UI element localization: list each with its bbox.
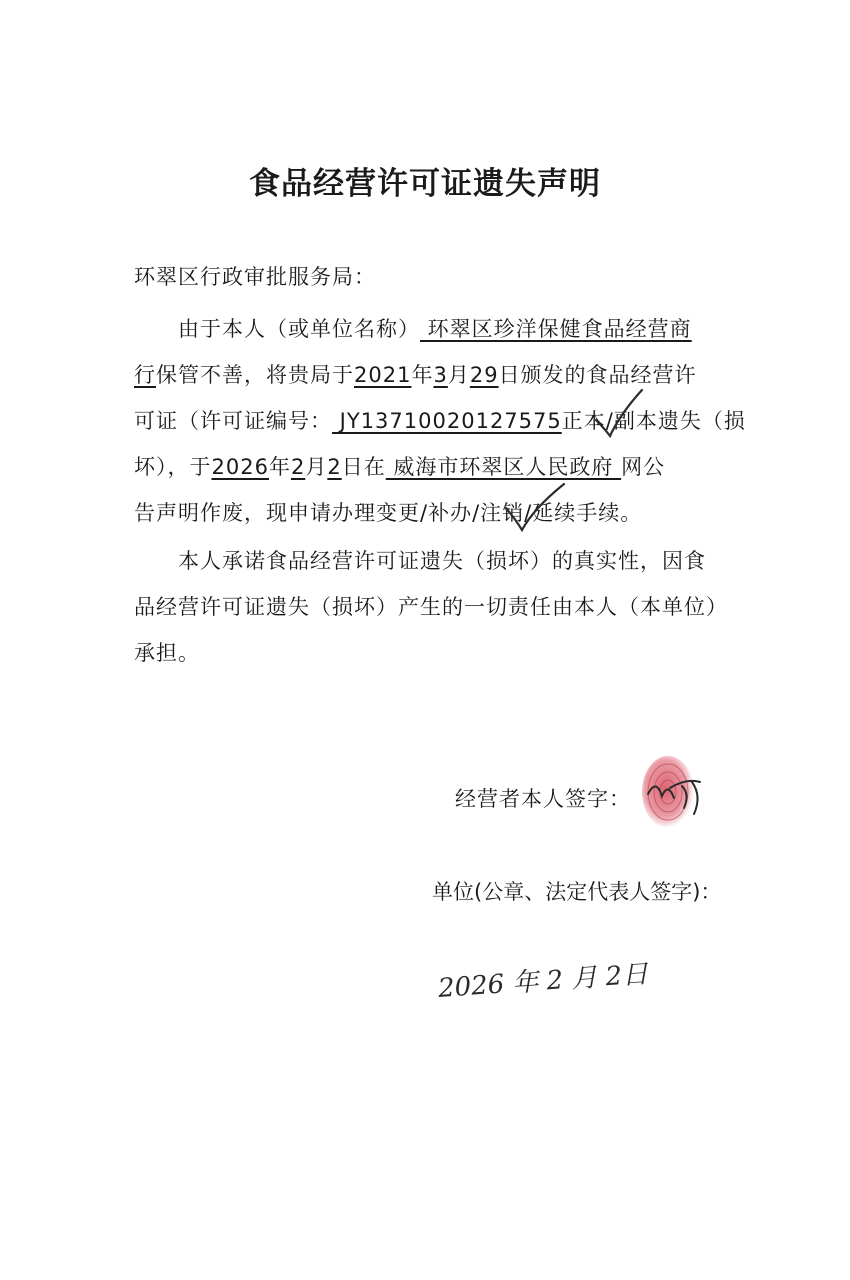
- handwritten-date: 2026 年 2 月 2日: [437, 959, 650, 1004]
- paragraph1-line3: 可证（许可证编号： JY13710020127575正本/副本遗失（损: [134, 409, 746, 433]
- paragraph2-line2: 品经营许可证遗失（损坏）产生的一切责任由本人（本单位）: [134, 595, 728, 619]
- fingerprint-signature-icon: [630, 748, 720, 838]
- business-name-end: 行: [134, 363, 156, 387]
- document-title: 食品经营许可证遗失声明: [249, 166, 601, 202]
- issue-month: 3: [433, 363, 448, 387]
- check-mark-icon: [500, 478, 570, 538]
- business-name: 环翠区珍洋保健食品经营商: [420, 317, 692, 341]
- paragraph1-line5: 告声明作废，现申请办理变更/补办/注销/延续手续。: [134, 501, 643, 525]
- announce-month: 2: [290, 455, 306, 479]
- paragraph1-line1: 由于本人（或单位名称） 环翠区珍洋保健食品经营商: [178, 317, 692, 341]
- issue-year: 2021: [354, 363, 412, 387]
- paragraph1-line2: 行保管不善，将贵局于2021年3月29日颁发的食品经营许: [134, 363, 697, 387]
- paragraph2-line1: 本人承诺食品经营许可证遗失（损坏）的真实性，因食: [178, 549, 706, 573]
- license-number: JY13710020127575: [332, 409, 562, 433]
- paragraph2-line3: 承担。: [134, 641, 200, 665]
- check-mark-icon: [590, 384, 650, 444]
- addressee: 环翠区行政审批服务局：: [134, 265, 376, 289]
- announce-year: 2026: [211, 455, 269, 479]
- announce-day: 2: [327, 455, 342, 479]
- paragraph1-line4: 坏），于2026年2月2日在 威海市环翠区人民政府 网公: [134, 455, 666, 479]
- issue-day: 29: [469, 363, 499, 387]
- unit-seal-signature-label: 单位(公章、法定代表人签字)：: [432, 880, 722, 904]
- operator-signature-label: 经营者本人签字：: [455, 787, 631, 811]
- announce-place: 威海市环翠区人民政府: [385, 455, 622, 479]
